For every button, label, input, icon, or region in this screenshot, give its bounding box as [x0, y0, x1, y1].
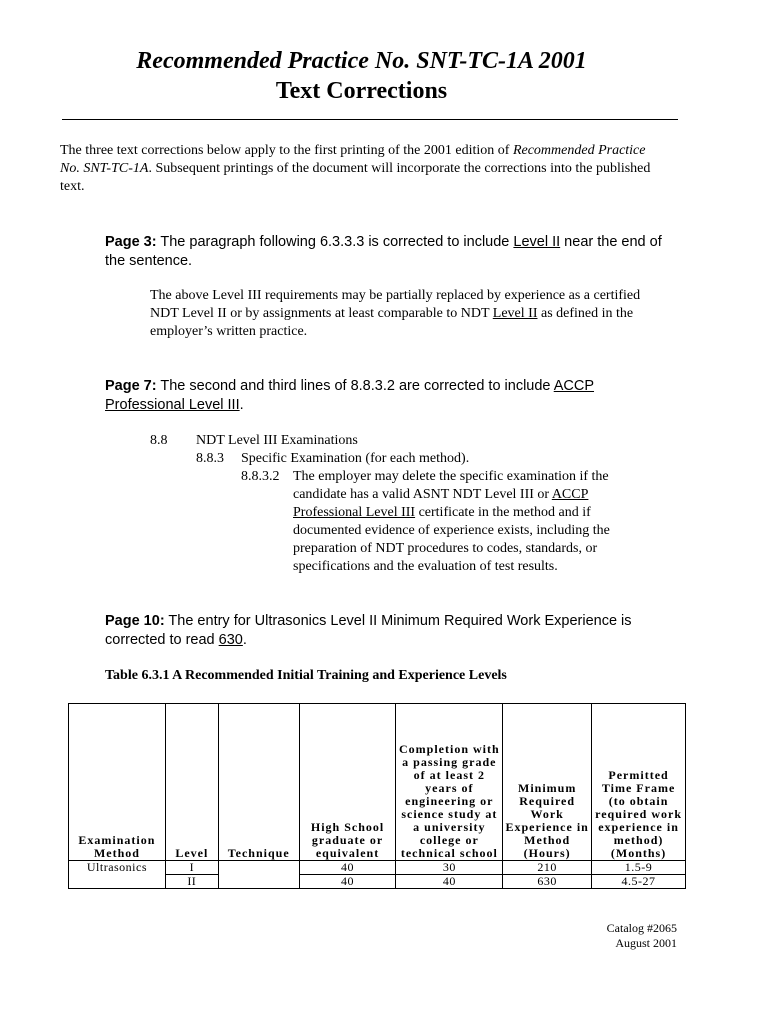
correction-page-3: [105, 233, 665, 271]
technique-cell: [218, 861, 299, 889]
document-subtitle: Text Corrections: [275, 78, 448, 104]
corrected-quote-page-3: [150, 287, 650, 341]
high-school-cell: 40: [299, 875, 396, 889]
college-cell: 40: [396, 875, 503, 889]
catalog-number: Catalog #2065: [606, 921, 677, 935]
intro-text-end: . Subsequent printings of the document will incorporate the corrections into the published text.: [60, 161, 651, 194]
underlined-correction: 630: [218, 632, 243, 648]
section-8-8-3-number: 8.8.3: [196, 451, 224, 466]
correction-text-end: .: [242, 632, 247, 648]
level-cell: II: [165, 875, 218, 889]
intro-italic-title: Recommended Practice No. SNT-TC-1A: [60, 143, 646, 176]
correction-page-7: [105, 377, 665, 415]
underlined-correction: ACCP Professional Level III: [105, 378, 595, 413]
correction-text: The paragraph following 6.3.3.3 is corrected to include: [156, 234, 514, 250]
publication-date: August 2001: [615, 936, 677, 950]
hours-cell: 630: [503, 875, 592, 889]
section-8-8-3-2-text: [293, 468, 645, 576]
table-row: [69, 861, 686, 875]
catalog-info: [607, 921, 677, 951]
column-header: Completion with a passing grade of at least 2 years of engineering or science study at a university college or technical school: [396, 704, 503, 861]
intro-text: The three text corrections below apply to the first printing of the 2001 edition of: [60, 143, 513, 158]
quote-text-end: as defined in the employer’s written practice.: [150, 306, 634, 339]
document-title: Recommended Practice No. SNT-TC-1A 2001: [136, 48, 587, 74]
method-cell: Ultrasonics: [69, 861, 166, 889]
level-cell: I: [165, 861, 218, 875]
column-header: Permitted Time Frame (to obtain required work experience in method) (Months): [592, 704, 686, 861]
column-header: Technique: [218, 704, 299, 861]
column-header: Level: [165, 704, 218, 861]
table-header-row: [69, 704, 686, 861]
college-cell: 30: [396, 861, 503, 875]
section-8-8-3-title: Specific Examination (for each method).: [241, 451, 470, 466]
column-header: Minimum Required Work Experience in Method (Hours): [503, 704, 592, 861]
page-label: Page 3:: [105, 234, 157, 250]
months-cell: 4.5-27: [592, 875, 686, 889]
section-text: The employer may delete the specific examination if the candidate has a valid ASNT NDT Level III or: [293, 469, 609, 502]
section-8-8-3-2-number: 8.8.3.2: [241, 469, 280, 484]
underlined-correction: Level II: [513, 234, 561, 250]
page-label: Page 10:: [105, 613, 165, 629]
section-8-8-title: NDT Level III Examinations: [196, 433, 358, 448]
months-cell: 1.5-9: [592, 861, 686, 875]
correction-text-end: .: [239, 397, 244, 413]
underlined-correction: Level II: [492, 306, 538, 321]
underlined-correction: ACCP Professional Level III: [293, 487, 589, 520]
experience-levels-table: [68, 703, 686, 889]
intro-paragraph: [60, 142, 660, 196]
title-divider: [62, 119, 678, 120]
correction-text: The entry for Ultrasonics Level II Minimum Required Work Experience is corrected to read: [105, 613, 632, 648]
correction-page-10: [105, 612, 665, 650]
correction-text: The second and third lines of 8.8.3.2 are corrected to include: [156, 378, 554, 394]
column-header: Examination Method: [69, 704, 166, 861]
correction-text-end: near the end of the sentence.: [105, 234, 662, 269]
quote-text: The above Level III requirements may be partially replaced by experience as a certified NDT Level II or by assignments at least comparable to NDT: [150, 288, 641, 321]
high-school-cell: 40: [299, 861, 396, 875]
table-title: Table 6.3.1 A Recommended Initial Training and Experience Levels: [105, 668, 507, 683]
section-8-8-number: 8.8: [150, 433, 168, 448]
page-label: Page 7:: [105, 378, 157, 394]
hours-cell: 210: [503, 861, 592, 875]
section-text-end: certificate in the method and if documented evidence of experience exists, including the preparation of NDT procedures to codes, standards, or specifications and the evaluation of test results.: [293, 505, 610, 574]
column-header: High School graduate or equivalent: [299, 704, 396, 861]
